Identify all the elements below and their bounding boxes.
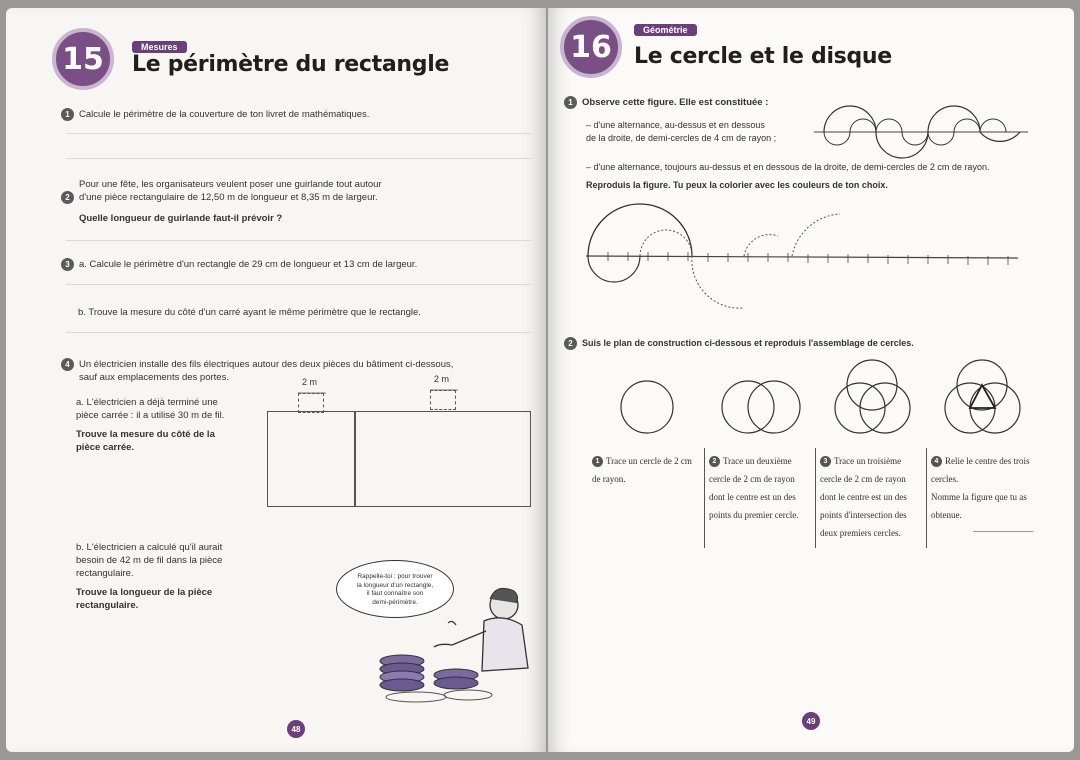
lesson-title: Le cercle et le disque: [634, 44, 892, 69]
exercise-text: – d'une alternance, au-dessus et en dessous: [586, 120, 765, 130]
exercise-text: pièce carrée : il a utilisé 30 m de fil.: [76, 410, 225, 421]
step-text: Trace un troisième: [834, 456, 902, 466]
circle-steps-figure: [548, 363, 1068, 443]
step-divider: [926, 448, 927, 548]
left-page: [6, 8, 546, 752]
exercise-text: Suis le plan de construction ci-dessous et reproduis l'assemblage de cercles.: [582, 338, 914, 348]
step-1-circle: [621, 381, 673, 433]
category-chip: Mesures: [132, 41, 187, 53]
exercise-1-instruction: Reproduis la figure. Tu peux la colorier avec les couleurs de ton choix.: [586, 180, 888, 190]
exercise-text: b. L'électricien a calculé qu'il aurait: [76, 542, 223, 553]
exercise-text: a. Calcule le périmètre d'un rectangle de 29 cm de longueur et 13 cm de largeur.: [79, 259, 418, 271]
construction-step-3: [820, 452, 907, 542]
door-width-label: 2 m: [302, 377, 318, 387]
exercise-number: 4: [61, 358, 74, 371]
page-number: 49: [802, 712, 820, 730]
step-text: dont le centre est un des: [709, 492, 796, 502]
lesson-title: Le périmètre du rectangle: [132, 52, 450, 77]
exercise-text: sauf aux emplacements des portes.: [79, 372, 229, 384]
step-text: dont le centre est un des: [820, 492, 907, 502]
construction-step-2: [709, 452, 798, 524]
page-number: 48: [287, 720, 305, 738]
exercise-question: pièce carrée.: [76, 442, 135, 453]
step-text: Trace un cercle de 2 cm: [606, 456, 692, 466]
exercise-number: 1: [61, 108, 74, 121]
building-plan: [267, 411, 531, 507]
bubble-text: demi-périmètre.: [372, 598, 418, 606]
exercise-1-bullet-2: – d'une alternance, toujours au-dessus et en dessous de la droite, de demi-cercles de 2 cm de rayon.: [586, 162, 990, 172]
right-page: [548, 8, 1074, 752]
bubble-text: la longueur d'un rectangle,: [356, 581, 434, 589]
step-text: Relie le centre des trois: [945, 456, 1030, 466]
wave-circle-figure: [814, 104, 1034, 164]
door-width-label: 2 m: [434, 374, 450, 384]
exercise-1-bullet-1: [586, 119, 776, 145]
step-divider: [815, 448, 816, 548]
exercise-question: Quelle longueur de guirlande faut-il prévoir ?: [79, 213, 283, 224]
step-text: points du premier cercle.: [709, 510, 799, 520]
step-text: deux premiers cercles.: [820, 528, 901, 538]
lesson-number-badge: 16: [560, 16, 622, 78]
step-text: cercle de 2 cm de rayon: [709, 474, 795, 484]
exercise-3b: b. Trouve la mesure du côté d'un carré ayant le même périmètre que le rectangle.: [78, 307, 421, 318]
bubble-text: Rappelle-toi : pour trouver: [357, 573, 433, 580]
exercise-text: a. L'électricien a déjà terminé une: [76, 397, 218, 408]
lesson-number-badge: 15: [52, 28, 114, 90]
category-chip: Géométrie: [634, 24, 697, 36]
step-text: cercles.: [931, 474, 959, 484]
door-left: [298, 393, 324, 413]
step-text: obtenue.: [931, 510, 962, 520]
exercise-text: Observe cette figure. Elle est constituée :: [582, 97, 769, 109]
exercise-text: de la droite, de demi-cercles de 4 cm de rayon ;: [586, 133, 777, 143]
bubble-text: il faut connaître son: [366, 590, 424, 597]
construction-figure: [548, 198, 1068, 328]
exercise-number: 2: [564, 337, 577, 350]
step-number: 1: [592, 456, 603, 467]
exercise-text: rectangulaire.: [76, 568, 134, 579]
construction-step-1: [592, 452, 692, 488]
step-divider: [704, 448, 705, 548]
step-text: de rayon.: [592, 474, 626, 484]
door-right: [430, 390, 456, 410]
exercise-text: besoin de 42 m de fil dans la pièce: [76, 555, 223, 566]
exercise-question: Trouve la longueur de la pièce: [76, 587, 213, 598]
step-number: 3: [820, 456, 831, 467]
plan-wall: [354, 412, 356, 506]
step-number: 2: [709, 456, 720, 467]
step-text: Trace un deuxième: [723, 456, 792, 466]
exercise-1-intro: [564, 96, 768, 109]
exercise-text: Calcule le périmètre de la couverture de ton livret de mathématiques.: [79, 109, 370, 121]
construction-step-4: [931, 452, 1029, 524]
exercise-number: 1: [564, 96, 577, 109]
exercise-question: rectangulaire.: [76, 600, 139, 611]
answer-line: [973, 531, 1033, 532]
exercise-number: 3: [61, 258, 74, 271]
step-text: points d'intersection des: [820, 510, 907, 520]
step-number: 4: [931, 456, 942, 467]
exercise-text: Pour une fête, les organisateurs veulent poser une guirlande tout autour: [79, 179, 382, 190]
exercise-number: 2: [61, 191, 74, 204]
exercise-text: d'une pièce rectangulaire de 12,50 m de longueur et 8,35 m de largeur.: [79, 192, 378, 203]
exercise-question: Trouve la mesure du côté de la: [76, 429, 215, 440]
exercise-4b: [76, 541, 222, 612]
teacher-illustration-icon: [356, 573, 536, 713]
exercise-text: Un électricien installe des fils électriques autour des deux pièces du bâtiment ci-dessous,: [79, 359, 454, 371]
step-text: Nomme la figure que tu as: [931, 492, 1027, 502]
exercise-2-instruction: [564, 337, 914, 350]
step-text: cercle de 2 cm de rayon: [820, 474, 906, 484]
